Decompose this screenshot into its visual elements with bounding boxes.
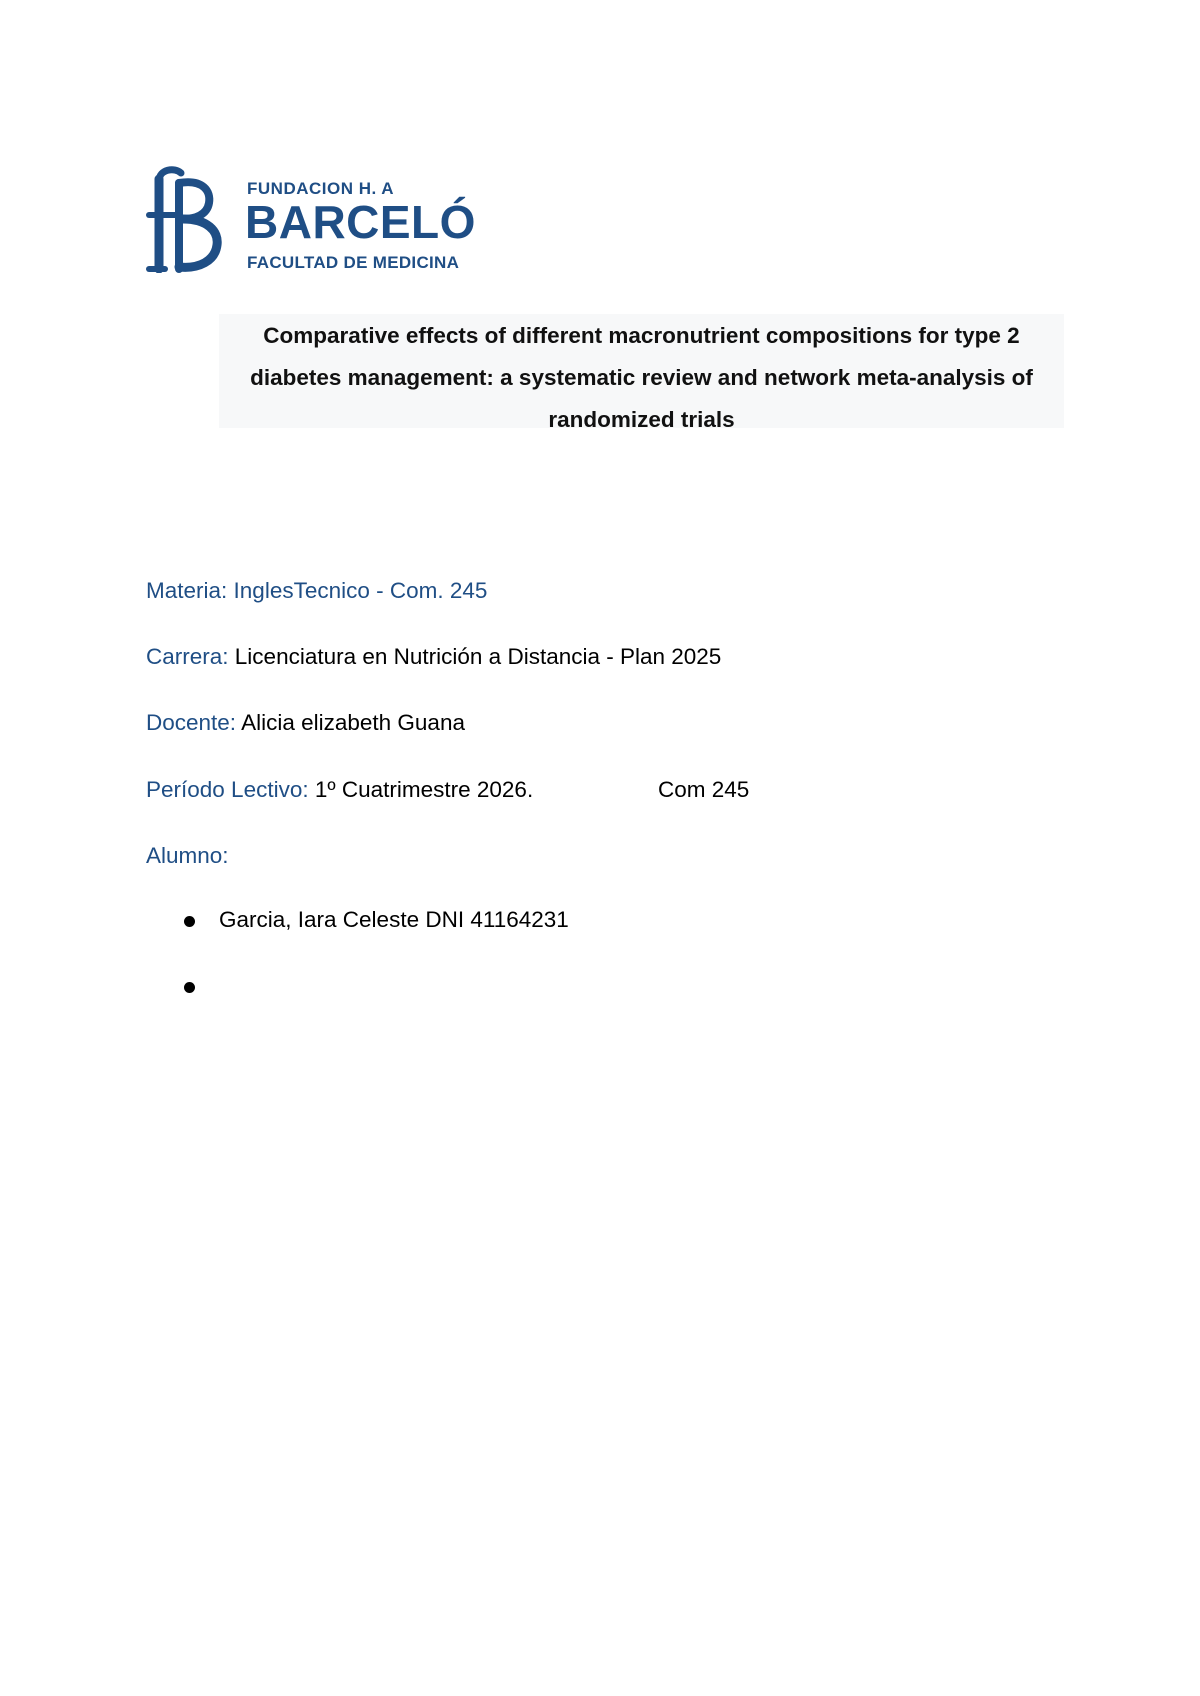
carrera-label: Carrera: <box>146 644 229 669</box>
docente-label: Docente: <box>146 710 237 735</box>
student-name: Garcia, Iara Celeste DNI 41164231 <box>219 907 569 932</box>
bullet-icon <box>184 982 195 993</box>
title-box <box>219 314 1064 432</box>
materia-field <box>146 580 487 603</box>
university-logo <box>145 165 505 275</box>
materia-label: Materia: <box>146 578 228 603</box>
periodo-field <box>146 779 533 802</box>
alumno-field <box>146 845 229 868</box>
alumno-label: Alumno: <box>146 843 229 868</box>
logo-faculty-name: FACULTAD DE MEDICINA <box>247 253 460 272</box>
logo-foundation-name: FUNDACION H. A <box>247 179 395 198</box>
bullet-icon <box>184 916 195 927</box>
document-title: Comparative effects of different macronutrient compositions for type 2 diabetes management: a systematic review and network meta-analysis of randomized trials <box>250 323 1033 432</box>
docente-value: Alicia elizabeth Guana <box>241 710 465 735</box>
docente-field <box>146 712 465 735</box>
logo-brand-name: BARCELÓ <box>245 196 476 248</box>
carrera-value: Licenciatura en Nutrición a Distancia - Plan 2025 <box>234 644 722 669</box>
fb-monogram-icon <box>145 165 225 273</box>
periodo-value: 1º Cuatrimestre 2026. <box>314 777 534 802</box>
logo-wordmark <box>247 165 507 275</box>
periodo-label: Período Lectivo: <box>146 777 309 802</box>
carrera-field <box>146 646 721 669</box>
periodo-commission: Com 245 <box>658 777 750 802</box>
materia-value: InglesTecnico - Com. 245 <box>233 578 488 603</box>
